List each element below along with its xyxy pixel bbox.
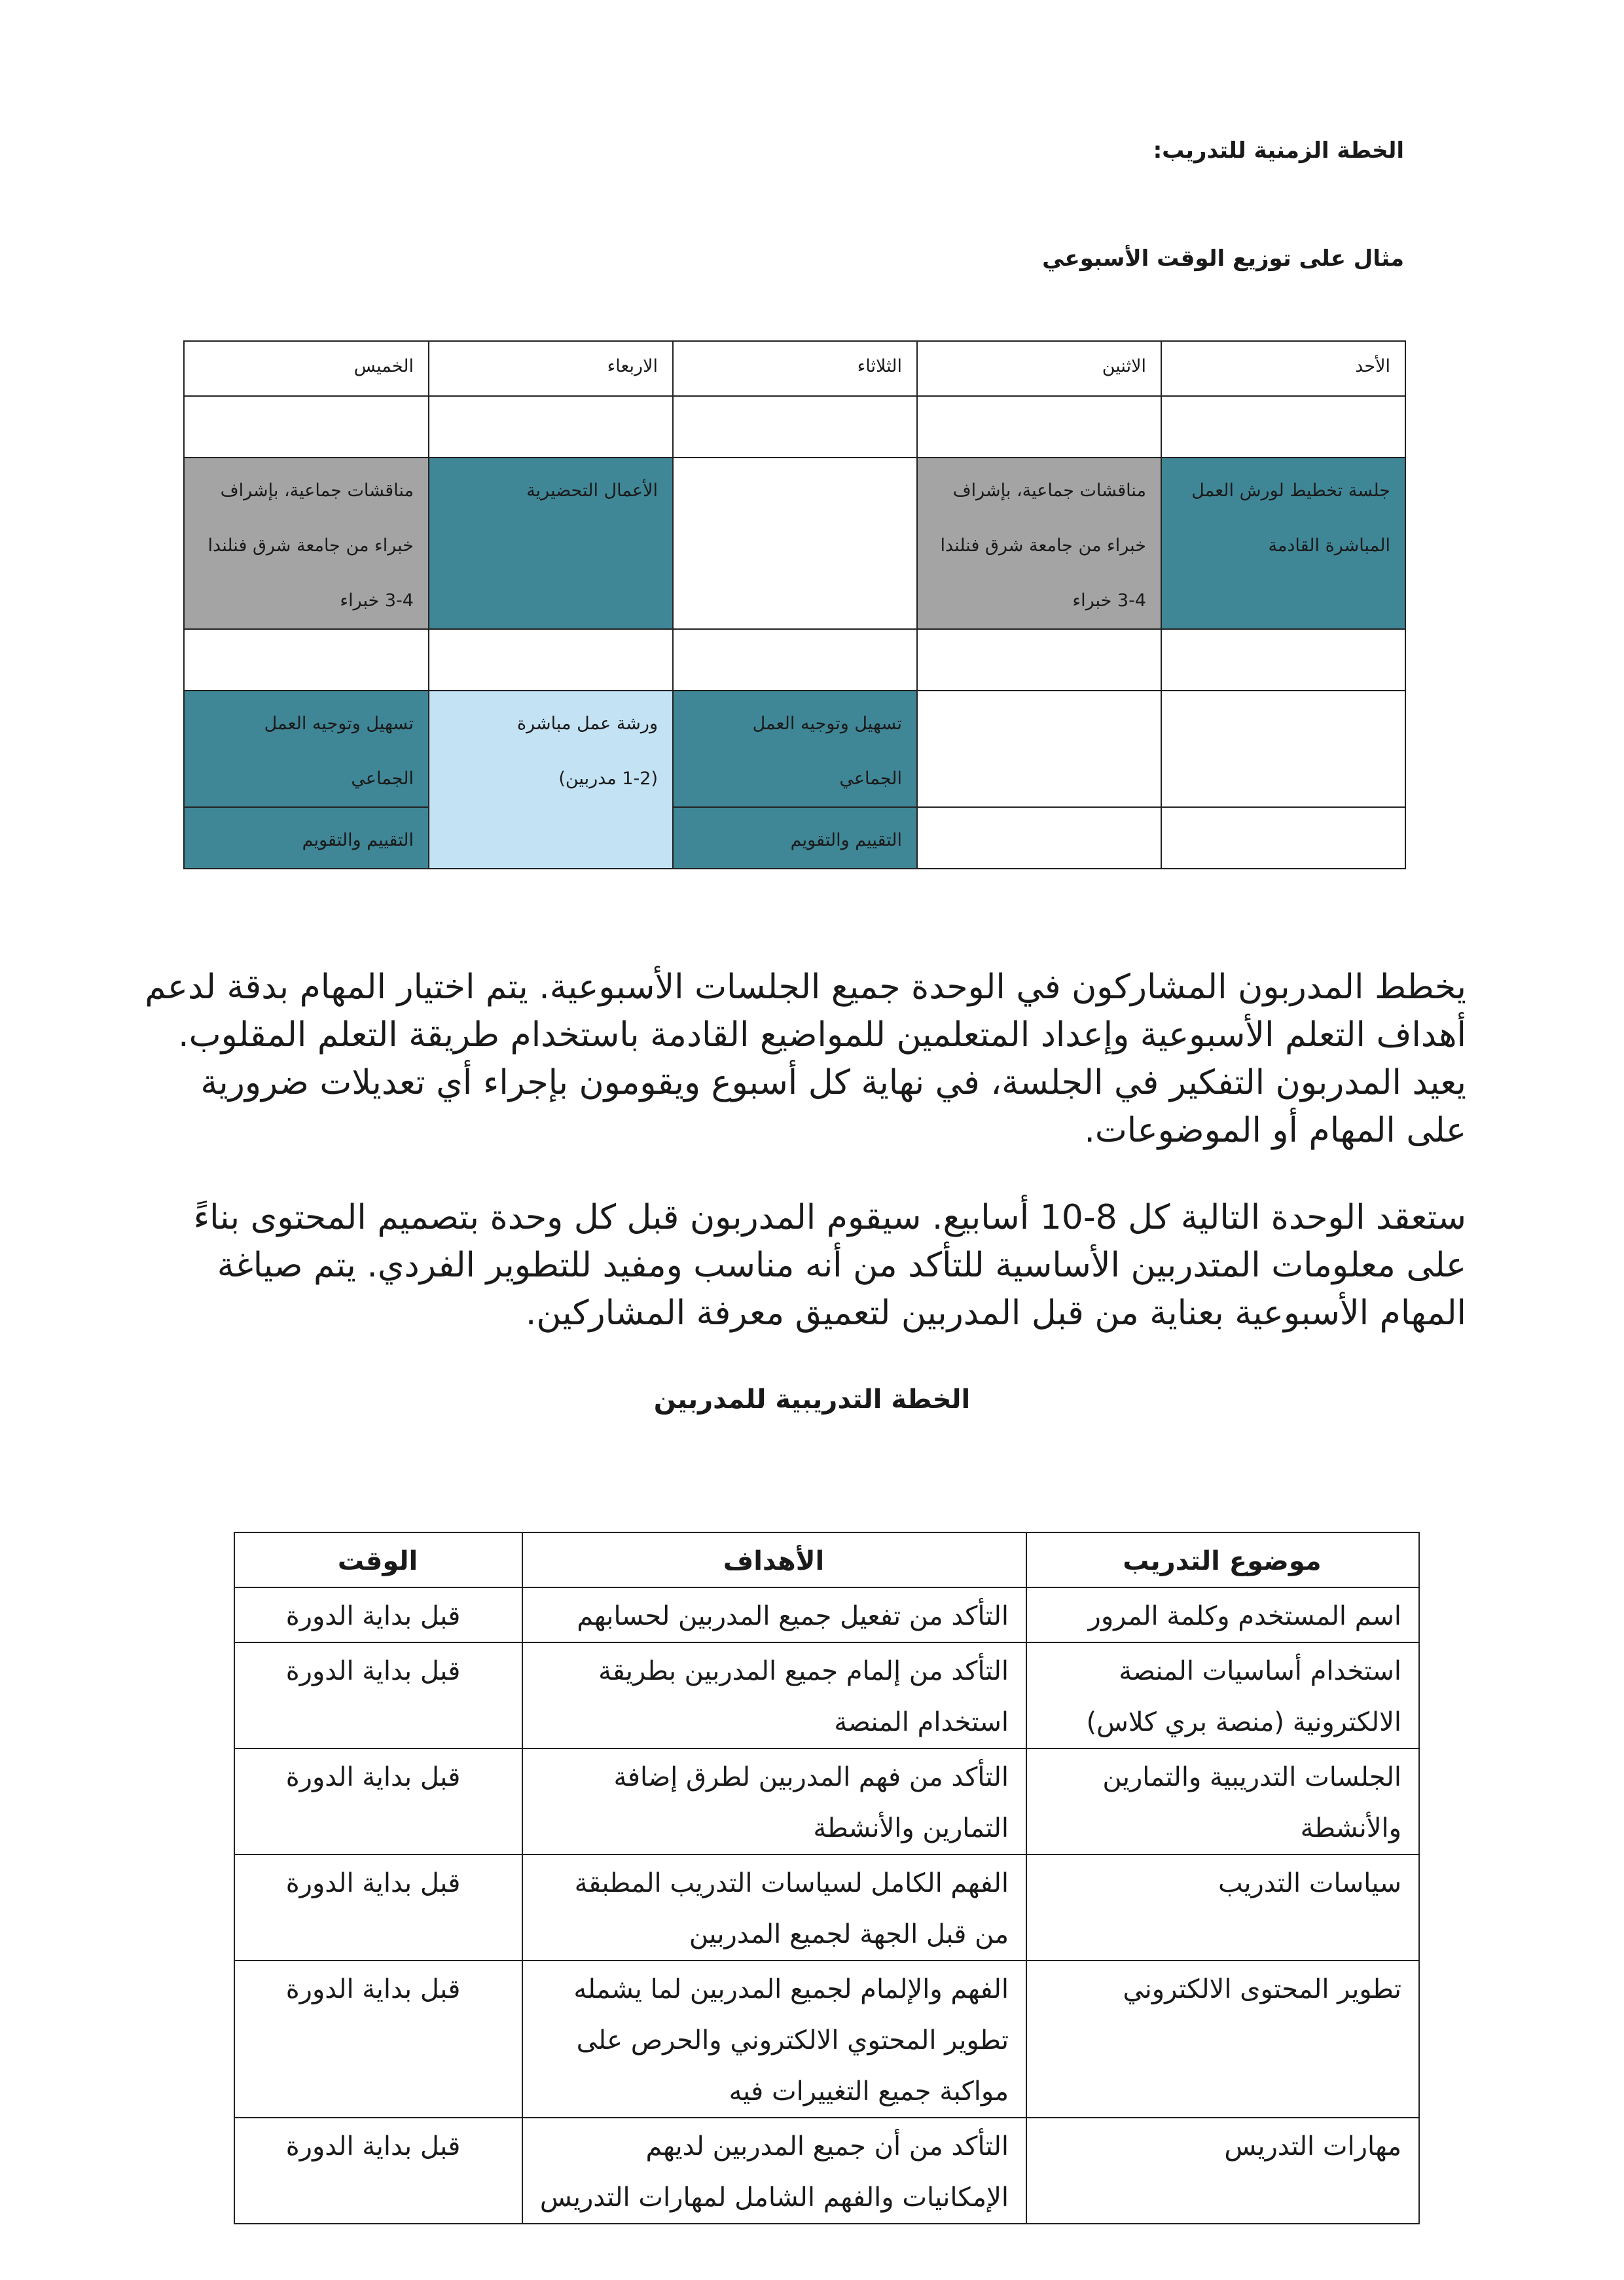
column-header-topic: موضوع التدريب xyxy=(1026,1532,1419,1587)
cell-text: 3-4 خبراء xyxy=(340,590,414,611)
time-cell: قبل بداية الدورة xyxy=(234,1587,522,1642)
cell-text: ورشة عمل مباشرة xyxy=(516,714,658,734)
body-paragraph: يخطط المدربون المشاركون في الوحدة جميع الجلسات الأسبوعية. يتم اختيار المهام بدقة لدعم أهداف التعلم الأسبوعية وإعداد المتعلمين للمواضيع القادمة باستخدام طريقة التعلم المقلوب. يعيد المدربون التفكير في الجلسة، في نهاية كل أسبوع ويقومون بإجراء أي تعديلات ضرورية على المهام أو الموضوعات. xyxy=(145,968,1466,1150)
topic-cell: استخدام أساسيات المنصة الالكترونية (منصة بري كلاس) xyxy=(1026,1642,1419,1748)
page-title: الخطة الزمنية للتدريب: xyxy=(1153,137,1404,164)
topic-cell: اسم المستخدم وكلمة المرور xyxy=(1026,1587,1419,1642)
table-row xyxy=(184,691,1405,807)
goals-cell: الفهم والإلمام لجميع المدربين لما يشمله تطوير المحتوي الالكتروني والحرص على مواكبة جميع التغييرات فيه xyxy=(522,1961,1026,2118)
cell-text: 3-4 خبراء xyxy=(1072,590,1146,611)
table-cell xyxy=(1161,629,1405,691)
cell-text: المباشرة القادمة xyxy=(1268,535,1390,556)
day-header: الخميس xyxy=(184,341,429,396)
schedule-cell-monday xyxy=(917,458,1161,629)
table-row xyxy=(234,1587,1419,1642)
table-row xyxy=(234,1855,1419,1961)
cell-text: الجماعي xyxy=(839,769,902,789)
day-header: الاثنين xyxy=(917,341,1161,396)
section-subtitle: مثال على توزيع الوقت الأسبوعي xyxy=(1042,245,1404,272)
goals-cell: التأكد من أن جميع المدربين لديهم الإمكانيات والفهم الشامل لمهارات التدريس xyxy=(522,2118,1026,2224)
schedule-cell-wednesday xyxy=(429,458,673,629)
table-row xyxy=(234,1642,1419,1748)
cell-text: خبراء من جامعة شرق فنلندا xyxy=(940,535,1146,556)
cell-text: مناقشات جماعية، بإشراف xyxy=(952,480,1146,501)
table-cell xyxy=(429,396,673,458)
goals-cell: التأكد من فهم المدربين لطرق إضافة التمارين والأنشطة xyxy=(522,1748,1026,1855)
topic-cell: الجلسات التدريبية والتمارين والأنشطة xyxy=(1026,1748,1419,1855)
table-cell xyxy=(917,691,1161,807)
table-row xyxy=(234,1961,1419,2118)
column-header-time: الوقت xyxy=(234,1532,522,1587)
schedule-cell-sunday xyxy=(1161,458,1405,629)
topic-cell: سياسات التدريب xyxy=(1026,1855,1419,1961)
table-cell xyxy=(673,629,917,691)
goals-cell: التأكد من تفعيل جميع المدربين لحسابهم xyxy=(522,1587,1026,1642)
table-cell xyxy=(429,629,673,691)
schedule-cell-wednesday xyxy=(429,691,673,869)
goals-cell: التأكد من إلمام جميع المدربين بطريقة استخدام المنصة xyxy=(522,1642,1026,1748)
body-paragraph: ستعقد الوحدة التالية كل 8-10 أسابيع. سيقوم المدربون قبل كل وحدة بتصميم المحتوى بناءً على معلومات المتدربين الأساسية للتأكد من أنه مناسب ومفيد للتطوير الفردي. يتم صياغة المهام الأسبوعية بعناية من قبل المدربين لتعميق معرفة المشاركين. xyxy=(193,1198,1466,1333)
weekly-schedule-table xyxy=(183,340,1406,869)
day-header: الاربعاء xyxy=(429,341,673,396)
table-header-row xyxy=(234,1532,1419,1587)
cell-text: تسهيل وتوجيه العمل xyxy=(264,714,414,734)
plan-title: الخطة التدريبية للمدربين xyxy=(653,1384,971,1415)
table-row xyxy=(184,396,1405,458)
cell-text: الأعمال التحضيرية xyxy=(526,480,658,501)
table-cell xyxy=(184,629,429,691)
goals-cell: الفهم الكامل لسياسات التدريب المطبقة من قبل الجهة لجميع المدربين xyxy=(522,1855,1026,1961)
table-row xyxy=(234,1748,1419,1855)
time-cell: قبل بداية الدورة xyxy=(234,1642,522,1748)
topic-cell: مهارات التدريس xyxy=(1026,2118,1419,2224)
schedule-cell-thursday xyxy=(184,807,429,869)
table-cell xyxy=(1161,691,1405,807)
cell-text: (1-2 مدربين) xyxy=(558,769,658,789)
table-cell xyxy=(673,396,917,458)
table-row xyxy=(184,629,1405,691)
table-row xyxy=(234,2118,1419,2224)
schedule-cell-tuesday xyxy=(673,691,917,807)
schedule-cell-thursday xyxy=(184,691,429,807)
cell-text: التقييم والتقويم xyxy=(790,830,902,850)
training-plan-table xyxy=(234,1532,1420,2224)
table-row xyxy=(184,458,1405,629)
table-cell xyxy=(1161,396,1405,458)
schedule-cell-tuesday xyxy=(673,458,917,629)
table-cell xyxy=(917,396,1161,458)
cell-text: جلسة تخطيط لورش العمل xyxy=(1191,480,1390,501)
table-row xyxy=(184,807,1405,869)
table-cell xyxy=(1161,807,1405,869)
time-cell: قبل بداية الدورة xyxy=(234,1961,522,2118)
time-cell: قبل بداية الدورة xyxy=(234,1748,522,1855)
cell-text: تسهيل وتوجيه العمل xyxy=(752,714,902,734)
time-cell: قبل بداية الدورة xyxy=(234,2118,522,2224)
cell-text: التقييم والتقويم xyxy=(302,830,414,850)
cell-text: الجماعي xyxy=(351,769,414,789)
column-header-goals: الأهداف xyxy=(522,1532,1026,1587)
schedule-cell-thursday xyxy=(184,458,429,629)
schedule-cell-tuesday xyxy=(673,807,917,869)
table-cell xyxy=(917,807,1161,869)
table-cell xyxy=(184,396,429,458)
day-header: الأحد xyxy=(1161,341,1405,396)
table-cell xyxy=(917,629,1161,691)
cell-text: خبراء من جامعة شرق فنلندا xyxy=(208,535,414,556)
table-header-row xyxy=(184,341,1405,396)
cell-text: مناقشات جماعية، بإشراف xyxy=(220,480,414,501)
topic-cell: تطوير المحتوى الالكتروني xyxy=(1026,1961,1419,2118)
time-cell: قبل بداية الدورة xyxy=(234,1855,522,1961)
day-header: الثلاثاء xyxy=(673,341,917,396)
